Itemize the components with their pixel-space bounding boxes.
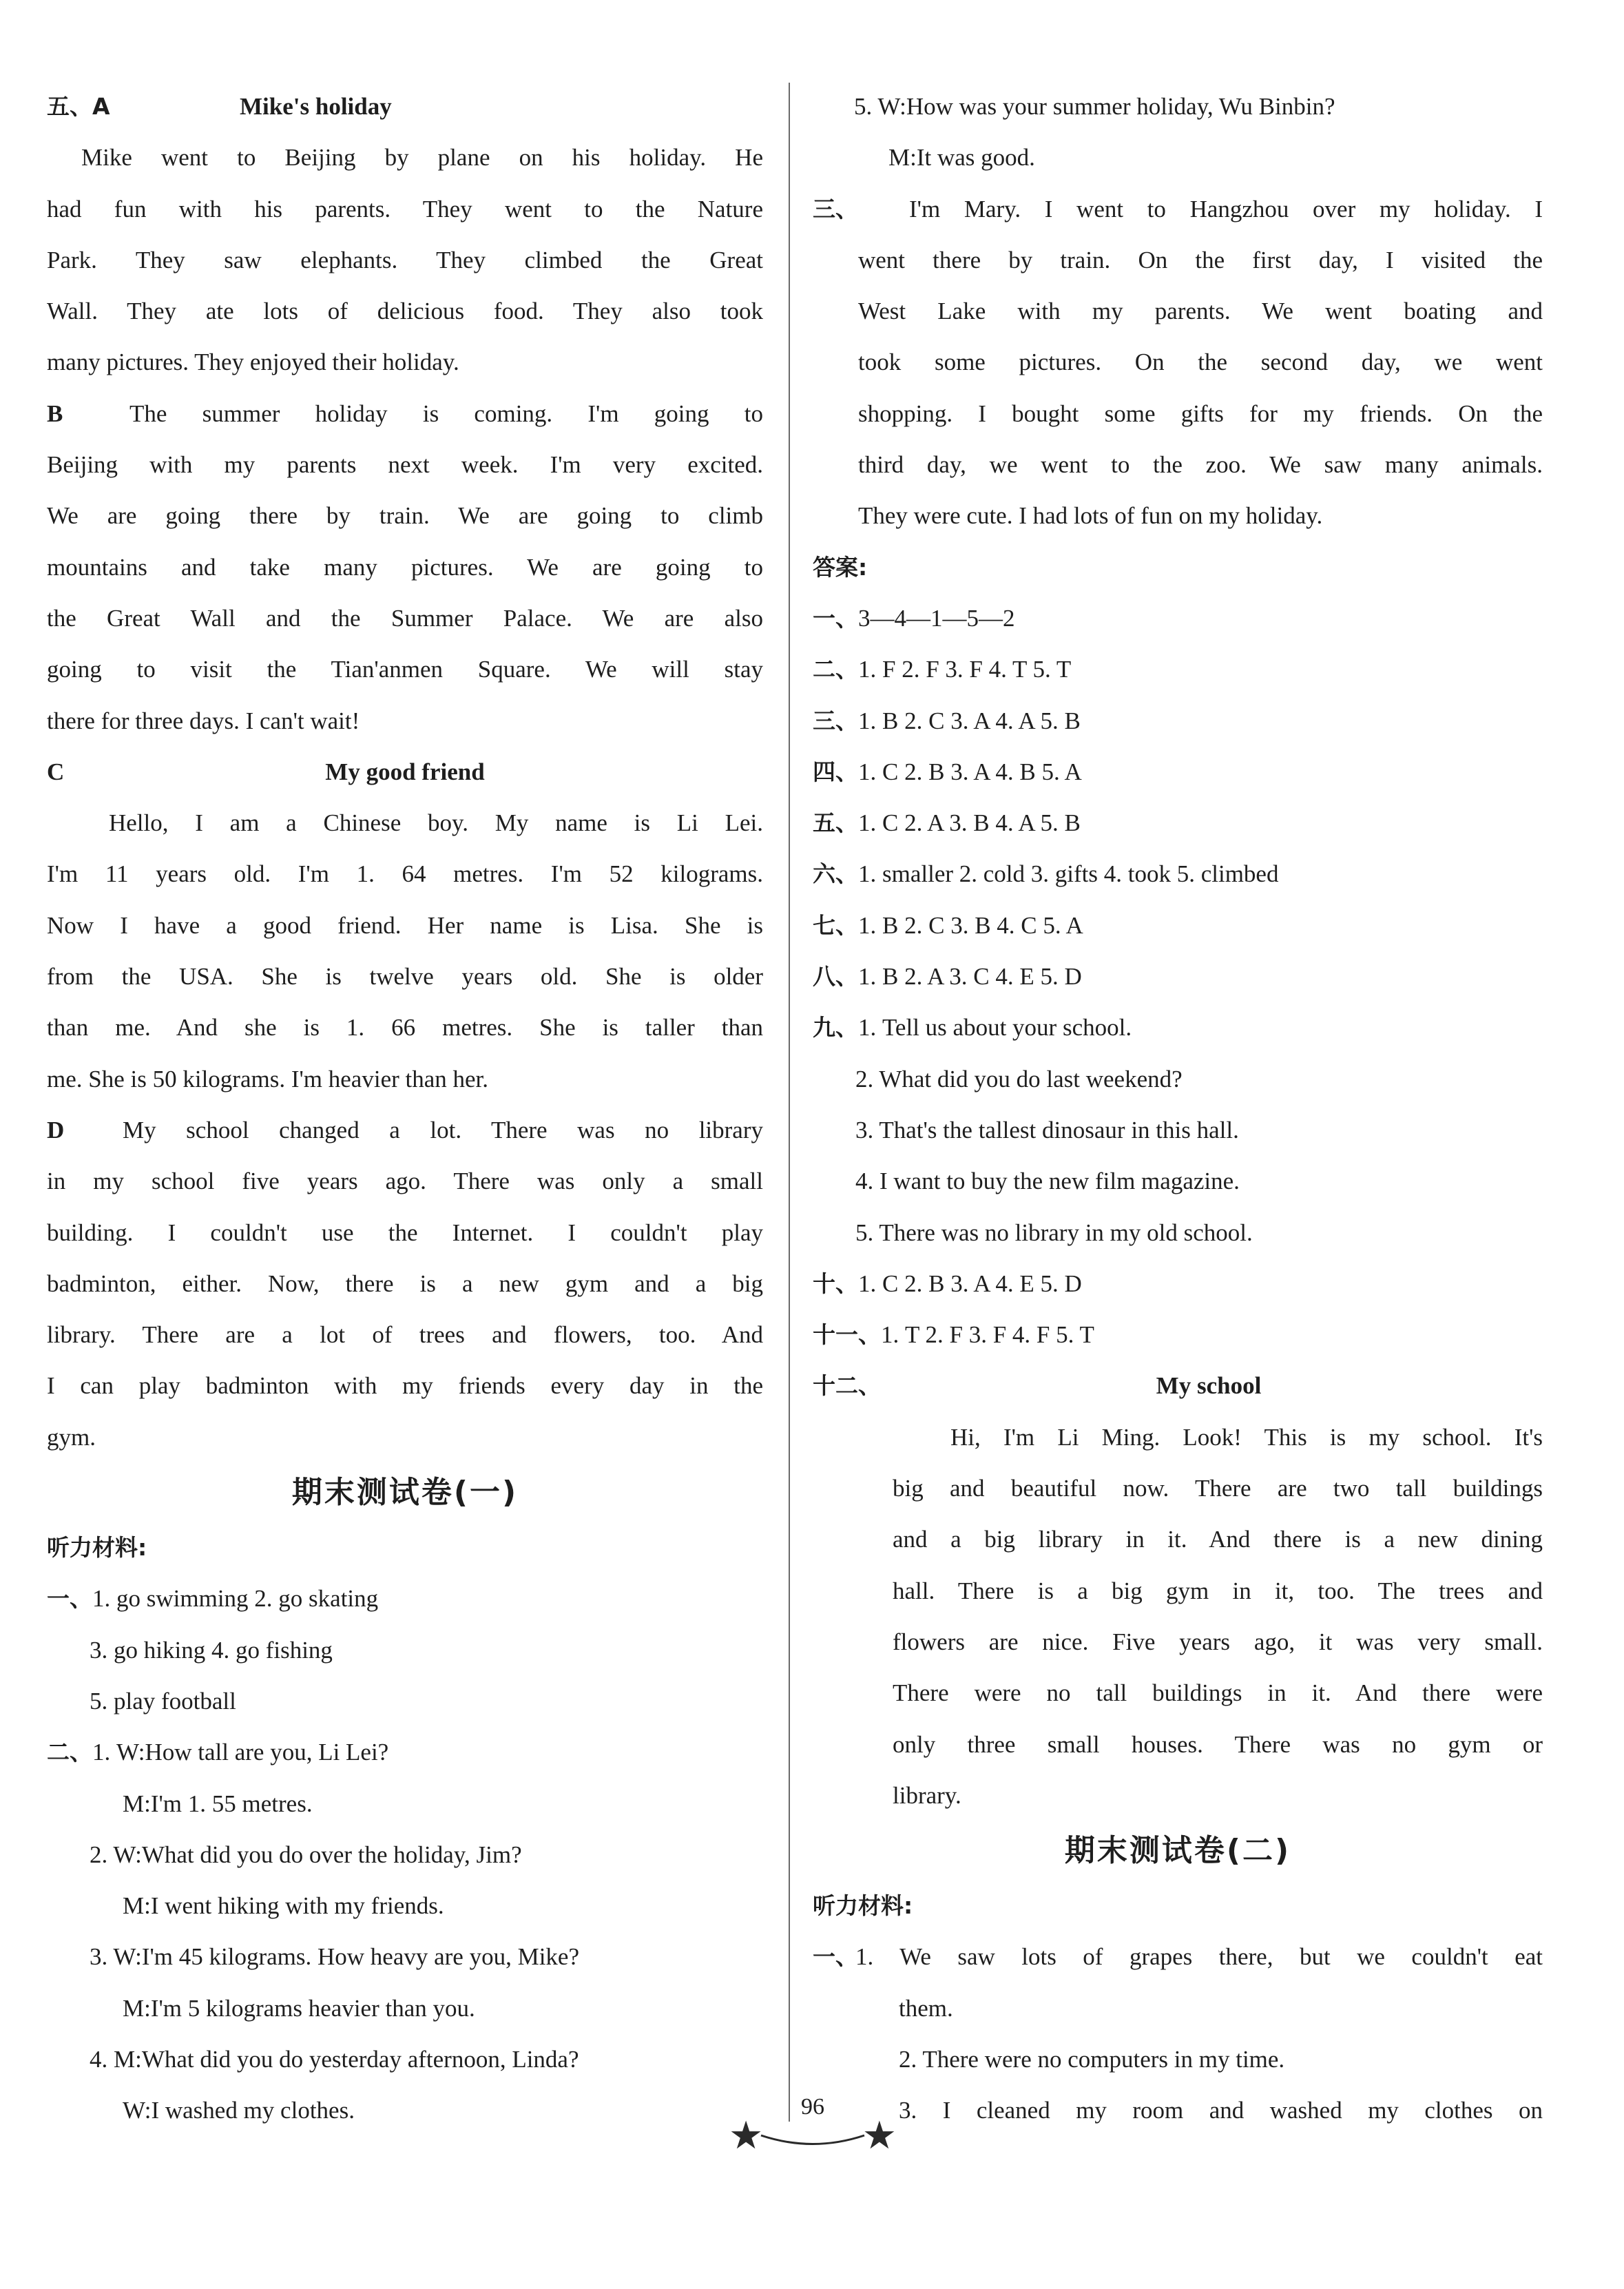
text-line: 2. There were no computers in my time. — [899, 2045, 1285, 2073]
text-line: We are going there by train. We are going to climb — [47, 502, 763, 530]
text-line: M:I'm 5 kilograms heavier than you. — [123, 1994, 475, 2022]
text-line: hall. There is a big gym in it, too. The trees and — [893, 1577, 1543, 1604]
section-3-label: 三、 — [813, 195, 858, 222]
section-2-label: 二、 — [47, 1739, 92, 1766]
text-line: 1. W:How tall are you, Li Lei? — [92, 1739, 389, 1766]
text-line: Beijing with my parents next week. I'm very excited. — [47, 451, 763, 479]
section-12-heading — [813, 1360, 1543, 1411]
answer-label: 七、 — [813, 911, 858, 939]
text-line: 4. M:What did you do yesterday afternoon, Linda? — [90, 2045, 579, 2073]
answer-row — [813, 1309, 1543, 1360]
passage-B-label: B — [47, 400, 63, 427]
answer-label: 二、 — [813, 656, 858, 683]
text-line: took some pictures. On the second day, we went — [858, 349, 1543, 376]
text-line: badminton, either. Now, there is a new gym and a big — [47, 1270, 763, 1297]
answer-text: 1. B 2. C 3. A 4. A 5. B — [858, 707, 1081, 734]
right-column — [813, 81, 1543, 2137]
text-line: Park. They saw elephants. They climbed the Great — [47, 246, 763, 273]
column-divider — [789, 83, 790, 2122]
answer-row — [813, 747, 1543, 798]
passage-D-label: D — [47, 1116, 65, 1143]
text-line: 3. go hiking 4. go fishing — [90, 1636, 333, 1664]
text-line: only three small houses. There was no gym or — [893, 1730, 1543, 1758]
text-line: My school changed a lot. There was no library — [123, 1116, 763, 1143]
text-line: 3. That's the tallest dinosaur in this hall. — [855, 1116, 1239, 1143]
text-line: 1. go swimming 2. go skating — [92, 1585, 379, 1613]
exam-1-title: 期末测试卷(一) — [291, 1475, 519, 1511]
exam-2-section-1-line-1 — [813, 1931, 1543, 1982]
text-line: had fun with his parents. They went to the Nature — [47, 195, 763, 222]
exam-2-title: 期末测试卷(二) — [1064, 1833, 1291, 1869]
text-line: 5. There was no library in my old school. — [855, 1219, 1253, 1246]
passage-B-first-line — [47, 389, 763, 439]
answer-text: 3—4—1—5—2 — [858, 604, 1015, 632]
answer-text: 1. T 2. F 3. F 4. F 5. T — [881, 1321, 1094, 1349]
answer-row — [813, 900, 1543, 951]
swoosh-decoration — [758, 2122, 868, 2149]
text-line: than me. And she is 1. 66 metres. She is taller than — [47, 1014, 763, 1042]
listening-label: 听力材料: — [47, 1534, 147, 1562]
text-line: Hi, I'm Li Ming. Look! This is my school. It's — [950, 1423, 1543, 1451]
section-9-line-1 — [813, 1002, 1543, 1053]
text-line: 5. W:How was your summer holiday, Wu Binbin? — [854, 93, 1335, 120]
answer-text: 1. smaller 2. cold 3. gifts 4. took 5. climbed — [858, 860, 1279, 888]
text-line: mountains and take many pictures. We are going to — [47, 553, 763, 581]
section-12-title: My school — [1156, 1372, 1262, 1400]
text-line: The summer holiday is coming. I'm going to — [129, 400, 763, 427]
answer-text: 1. B 2. A 3. C 4. E 5. D — [858, 963, 1082, 991]
text-line: 1. Tell us about your school. — [858, 1014, 1132, 1042]
text-line: the Great Wall and the Summer Palace. We are also — [47, 604, 763, 632]
text-line: many pictures. They enjoyed their holiday. — [47, 349, 459, 376]
section-3-first-line — [813, 184, 1543, 235]
text-line: West Lake with my parents. We went boating and — [858, 298, 1543, 325]
text-line: Now I have a good friend. Her name is Lisa. She is — [47, 911, 763, 939]
text-line: M:I'm 1. 55 metres. — [123, 1790, 313, 1817]
passage-A-title: Mike's holiday — [240, 93, 392, 120]
page-number: 96 — [801, 2094, 824, 2120]
text-line: W:I washed my clothes. — [123, 2097, 355, 2124]
passage-C-heading — [47, 747, 763, 798]
text-line: Mike went to Beijing by plane on his holiday. He — [81, 144, 763, 172]
section-9-label: 九、 — [813, 1014, 858, 1042]
text-line: I'm Mary. I went to Hangzhou over my holiday. I — [909, 195, 1543, 222]
text-line: in my school five years ago. There was only a small — [47, 1168, 763, 1195]
text-line: gym. — [47, 1423, 96, 1451]
text-line: Wall. They ate lots of delicious food. They also took — [47, 298, 763, 325]
text-line: going to visit the Tian'anmen Square. We will stay — [47, 656, 763, 683]
text-line: 4. I want to buy the new film magazine. — [855, 1168, 1240, 1195]
star-icon: ★ — [862, 2113, 897, 2158]
text-line: 5. play football — [90, 1687, 236, 1715]
text-line: went there by train. On the first day, I visited the — [858, 246, 1543, 273]
answer-label: 一、 — [813, 604, 858, 632]
text-line: me. She is 50 kilograms. I'm heavier than her. — [47, 1065, 489, 1092]
answer-row — [813, 1259, 1543, 1309]
text-line: and a big library in it. And there is a new dining — [893, 1526, 1543, 1553]
passage-D-first-line — [47, 1105, 763, 1156]
text-line: M:It was good. — [888, 144, 1035, 172]
section-5-label: 五、A — [47, 93, 110, 120]
answer-label: 十一、 — [813, 1321, 881, 1349]
text-line: library. — [893, 1781, 961, 1809]
exam-2-section-1-label: 一、 — [813, 1943, 858, 1971]
answer-text: 1. C 2. A 3. B 4. A 5. B — [858, 809, 1081, 837]
answer-row — [813, 951, 1543, 1002]
text-line: Hello, I am a Chinese boy. My name is Li Lei. — [109, 809, 763, 837]
listening-label: 听力材料: — [813, 1892, 913, 1920]
text-line: There were no tall buildings in it. And there were — [893, 1679, 1543, 1707]
text-line: shopping. I bought some gifts for my friends. On the — [858, 400, 1543, 427]
text-line: there for three days. I can't wait! — [47, 707, 360, 734]
answer-label: 八、 — [813, 963, 858, 991]
text-line: 2. What did you do last weekend? — [855, 1065, 1183, 1092]
answer-label: 三、 — [813, 707, 858, 734]
answer-text: 1. F 2. F 3. F 4. T 5. T — [858, 656, 1072, 683]
section-1-label: 一、 — [47, 1585, 92, 1613]
text-line: They were cute. I had lots of fun on my holiday. — [858, 502, 1323, 530]
answer-text: 1. C 2. B 3. A 4. E 5. D — [858, 1270, 1082, 1297]
answer-label: 五、 — [813, 809, 858, 837]
answer-row — [813, 644, 1543, 695]
text-line: building. I couldn't use the Internet. I couldn't play — [47, 1219, 763, 1246]
answer-label: 六、 — [813, 860, 858, 888]
answer-row — [813, 593, 1543, 644]
answers-label: 答案: — [813, 553, 868, 581]
text-line: 2. W:What did you do over the holiday, Jim? — [90, 1841, 522, 1868]
text-line: big and beautiful now. There are two tall buildings — [893, 1475, 1543, 1502]
answer-row — [813, 849, 1543, 900]
answer-text: 1. C 2. B 3. A 4. B 5. A — [858, 758, 1082, 785]
section-2-line-1 — [47, 1727, 763, 1778]
text-line: third day, we went to the zoo. We saw many animals. — [858, 451, 1543, 479]
passage-C-label: C — [47, 758, 65, 785]
answer-row — [813, 798, 1543, 849]
answer-label: 十、 — [813, 1270, 858, 1297]
text-line: 3. W:I'm 45 kilograms. How heavy are you, Mike? — [90, 1943, 580, 1971]
answer-row — [813, 696, 1543, 747]
page-footer — [716, 2094, 909, 2158]
section-12-label: 十二、 — [813, 1372, 881, 1400]
answer-text: 1. B 2. C 3. B 4. C 5. A — [858, 911, 1083, 939]
star-icon: ★ — [729, 2113, 764, 2158]
text-line: them. — [899, 1994, 953, 2022]
text-line: I'm 11 years old. I'm 1. 64 metres. I'm 52 kilograms. — [47, 860, 763, 888]
passage-C-title: My good friend — [325, 758, 485, 785]
text-line: flowers are nice. Five years ago, it was very small. — [893, 1628, 1543, 1655]
text-line: M:I went hiking with my friends. — [123, 1892, 444, 1920]
answer-label: 四、 — [813, 758, 858, 785]
text-line: 3. I cleaned my room and washed my clothes on — [899, 2097, 1543, 2124]
text-line: from the USA. She is twelve years old. She is older — [47, 963, 763, 991]
section-1-line-1 — [47, 1573, 763, 1624]
text-line: I can play badminton with my friends every day in the — [47, 1372, 763, 1400]
text-line: library. There are a lot of trees and flowers, too. And — [47, 1321, 763, 1349]
left-column — [47, 81, 763, 2137]
passage-A-heading — [47, 81, 763, 132]
text-line: 1. We saw lots of grapes there, but we couldn't eat — [855, 1943, 1543, 1971]
